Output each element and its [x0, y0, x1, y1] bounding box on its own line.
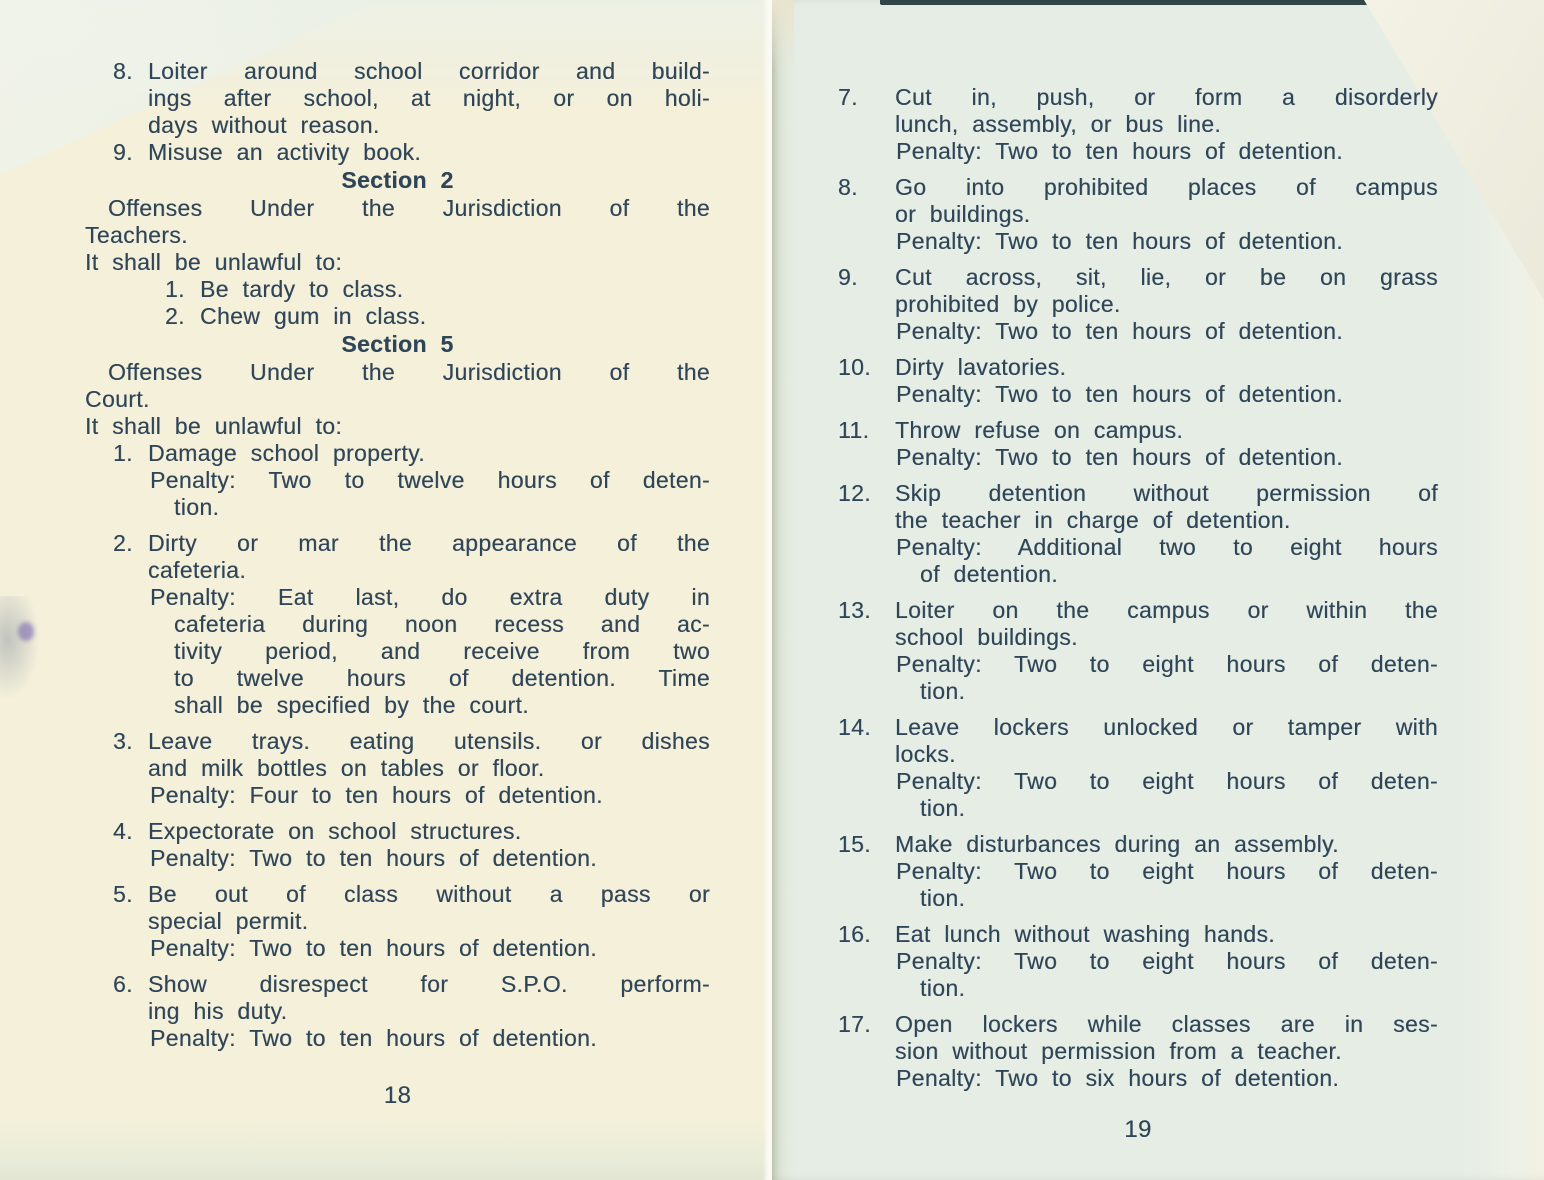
- intro-line: It shall be unlawful to:: [85, 413, 343, 439]
- penalty-text: [896, 858, 1438, 912]
- text-line: Penalty: Two to ten hours of detention.: [150, 845, 597, 871]
- rule-item: [113, 971, 710, 1052]
- rule-item: [113, 58, 710, 139]
- item-body: [895, 84, 1438, 165]
- intro-line: It shall be unlawful to:: [85, 249, 343, 275]
- rule-item: [113, 139, 710, 166]
- item-number: 3.: [113, 728, 133, 754]
- text-line: Leave lockers unlocked or tamper with: [895, 714, 1438, 740]
- gutter-shadow: [772, 0, 794, 70]
- rule-item: [113, 440, 710, 521]
- text-line: Leave trays. eating utensils. or dishes: [148, 728, 710, 754]
- text-line: Penalty: Two to six hours of detention.: [896, 1065, 1340, 1091]
- text-line: days without reason.: [148, 112, 380, 138]
- penalty-text: [896, 318, 1438, 345]
- item-body: [895, 1011, 1438, 1092]
- text-line: Open lockers while classes are in ses-: [895, 1011, 1438, 1037]
- text-line: Penalty: Four to ten hours of detention.: [150, 782, 603, 808]
- rule-item: [838, 597, 1438, 705]
- section-heading: Section 2: [341, 167, 454, 193]
- penalty-text: [896, 228, 1438, 255]
- item-number: 9.: [838, 264, 858, 290]
- text-line: of detention.: [920, 561, 1058, 587]
- text-line: tivity period, and receive from two: [174, 638, 710, 664]
- item-number: 16.: [838, 921, 872, 947]
- text-line: and milk bottles on tables or floor.: [148, 755, 545, 781]
- text-line: school buildings.: [895, 624, 1078, 650]
- text-line: Loiter around school corridor and build-: [148, 58, 710, 84]
- text-line: ings after school, at night, or on holi-: [148, 85, 710, 111]
- item-number: 10.: [838, 354, 872, 380]
- page-edge-highlight: [763, 0, 772, 1180]
- item-body: [148, 881, 710, 962]
- text-line: Offenses Under the Jurisdiction of the: [108, 359, 710, 385]
- text-line: Offenses Under the Jurisdiction of the: [108, 195, 710, 221]
- rule-item: [113, 818, 710, 872]
- rule-item: [838, 84, 1438, 165]
- penalty-text: [150, 782, 710, 809]
- section-lead-paragraph: [85, 359, 710, 413]
- rule-item: [113, 530, 710, 719]
- text-line: sion without permission from a teacher.: [895, 1038, 1342, 1064]
- text-line: Chew gum in class.: [200, 303, 427, 329]
- item-number: 9.: [113, 139, 133, 165]
- ink-smudge: [0, 596, 40, 700]
- text-line: Dirty lavatories.: [895, 354, 1067, 380]
- text-line: shall be specified by the court.: [174, 692, 529, 718]
- text-line: Dirty or mar the appearance of the: [148, 530, 710, 556]
- text-line: tion.: [920, 885, 966, 911]
- text-line: Penalty: Two to ten hours of detention.: [896, 228, 1343, 254]
- rule-item: [165, 303, 710, 330]
- page-18-content: [85, 58, 710, 1052]
- ink-smudge-dot: [18, 622, 34, 641]
- penalty-text: [896, 651, 1438, 705]
- text-line: Cut across, sit, lie, or be on grass: [895, 264, 1438, 290]
- text-line: tion.: [920, 975, 966, 1001]
- text-line: Penalty: Two to twelve hours of deten-: [150, 467, 710, 493]
- text-line: locks.: [895, 741, 956, 767]
- penalty-text: [150, 467, 710, 521]
- text-line: the teacher in charge of detention.: [895, 507, 1291, 533]
- scan-edge-mark: [880, 0, 1428, 5]
- text-line: Penalty: Two to eight hours of deten-: [896, 768, 1438, 794]
- text-line: Penalty: Additional two to eight hours: [896, 534, 1438, 560]
- item-body: [148, 440, 710, 521]
- item-body: [895, 417, 1438, 471]
- item-body: [895, 831, 1438, 912]
- item-number: 1.: [165, 276, 185, 302]
- item-number: 14.: [838, 714, 872, 740]
- text-line: Court.: [85, 386, 150, 412]
- rule-item: [838, 264, 1438, 345]
- text-line: Loiter on the campus or within the: [895, 597, 1438, 623]
- item-number: 4.: [113, 818, 133, 844]
- text-line: Make disturbances during an assembly.: [895, 831, 1339, 857]
- page-19: [772, 0, 1544, 1180]
- text-line: Penalty: Two to ten hours of detention.: [896, 138, 1343, 164]
- page-number-left: 18: [383, 1082, 412, 1109]
- penalty-text: [150, 584, 710, 719]
- text-line: lunch, assembly, or bus line.: [895, 111, 1222, 137]
- item-body: [148, 818, 710, 872]
- item-number: 1.: [113, 440, 133, 466]
- text-line: tion.: [920, 678, 966, 704]
- rule-item: [838, 1011, 1438, 1092]
- penalty-text: [896, 768, 1438, 822]
- rule-item: [838, 480, 1438, 588]
- text-line: Throw refuse on campus.: [895, 417, 1184, 443]
- text-line: Skip detention without permission of: [895, 480, 1438, 506]
- item-body: [148, 58, 710, 139]
- text-line: Damage school property.: [148, 440, 425, 466]
- item-body: [895, 480, 1438, 588]
- penalty-text: [150, 935, 710, 962]
- item-number: 6.: [113, 971, 133, 997]
- item-body: [148, 530, 710, 719]
- penalty-text: [896, 381, 1438, 408]
- item-body: [895, 354, 1438, 408]
- text-line: prohibited by police.: [895, 291, 1121, 317]
- penalty-text: [150, 1025, 710, 1052]
- item-body: [895, 597, 1438, 705]
- rule-item: [838, 354, 1438, 408]
- text-line: to twelve hours of detention. Time: [174, 665, 710, 691]
- item-body: [148, 728, 710, 809]
- penalty-text: [150, 845, 710, 872]
- text-line: Expectorate on school structures.: [148, 818, 522, 844]
- text-line: Penalty: Two to eight hours of deten-: [896, 651, 1438, 677]
- text-line: Misuse an activity book.: [148, 139, 422, 165]
- text-line: Penalty: Two to ten hours of detention.: [896, 444, 1343, 470]
- item-number: 2.: [113, 530, 133, 556]
- rule-item: [113, 728, 710, 809]
- item-number: 8.: [838, 174, 858, 200]
- text-line: Cut in, push, or form a disorderly: [895, 84, 1438, 110]
- text-line: Penalty: Two to eight hours of deten-: [896, 858, 1438, 884]
- text-line: Penalty: Two to ten hours of detention.: [896, 381, 1343, 407]
- page-number-right: 19: [1124, 1116, 1152, 1143]
- penalty-text: [896, 948, 1438, 1002]
- text-line: or buildings.: [895, 201, 1031, 227]
- penalty-text: [896, 444, 1438, 471]
- item-body: [895, 174, 1438, 255]
- item-number: 13.: [838, 597, 872, 623]
- text-line: Penalty: Eat last, do extra duty in: [150, 584, 710, 610]
- rule-item: [113, 881, 710, 962]
- item-number: 2.: [165, 303, 185, 329]
- text-line: cafeteria.: [148, 557, 247, 583]
- item-body: [895, 921, 1438, 1002]
- text-line: Teachers.: [85, 222, 188, 248]
- text-line: tion.: [920, 795, 966, 821]
- penalty-text: [896, 138, 1438, 165]
- text-line: tion.: [174, 494, 220, 520]
- text-line: Penalty: Two to eight hours of deten-: [896, 948, 1438, 974]
- rule-item: [165, 276, 710, 303]
- text-line: cafeteria during noon recess and ac-: [174, 611, 710, 637]
- text-line: Penalty: Two to ten hours of detention.: [896, 318, 1343, 344]
- rule-item: [838, 831, 1438, 912]
- text-line: Show disrespect for S.P.O. perform-: [148, 971, 710, 997]
- text-line: Go into prohibited places of campus: [895, 174, 1438, 200]
- text-line: Penalty: Two to ten hours of detention.: [150, 935, 597, 961]
- rule-item: [838, 417, 1438, 471]
- item-number: 8.: [113, 58, 133, 84]
- text-line: special permit.: [148, 908, 309, 934]
- item-number: 7.: [838, 84, 858, 110]
- item-body: [200, 303, 710, 330]
- text-line: Be out of class without a pass or: [148, 881, 710, 907]
- penalty-text: [896, 534, 1438, 588]
- text-line: Penalty: Two to ten hours of detention.: [150, 1025, 597, 1051]
- penalty-text: [896, 1065, 1438, 1092]
- item-body: [148, 971, 710, 1052]
- text-line: Be tardy to class.: [200, 276, 404, 302]
- rule-item: [838, 174, 1438, 255]
- page-19-content: [838, 84, 1438, 1092]
- item-body: [200, 276, 710, 303]
- item-number: 15.: [838, 831, 872, 857]
- item-number: 11.: [838, 417, 870, 443]
- item-body: [148, 139, 710, 166]
- item-number: 5.: [113, 881, 133, 907]
- item-number: 12.: [838, 480, 872, 506]
- text-line: ing his duty.: [148, 998, 288, 1024]
- rule-item: [838, 714, 1438, 822]
- section-heading: Section 5: [341, 331, 454, 357]
- item-number: 17.: [838, 1011, 872, 1037]
- rule-item: [838, 921, 1438, 1002]
- item-body: [895, 714, 1438, 822]
- item-body: [895, 264, 1438, 345]
- text-line: Eat lunch without washing hands.: [895, 921, 1276, 947]
- section-lead-paragraph: [85, 195, 710, 249]
